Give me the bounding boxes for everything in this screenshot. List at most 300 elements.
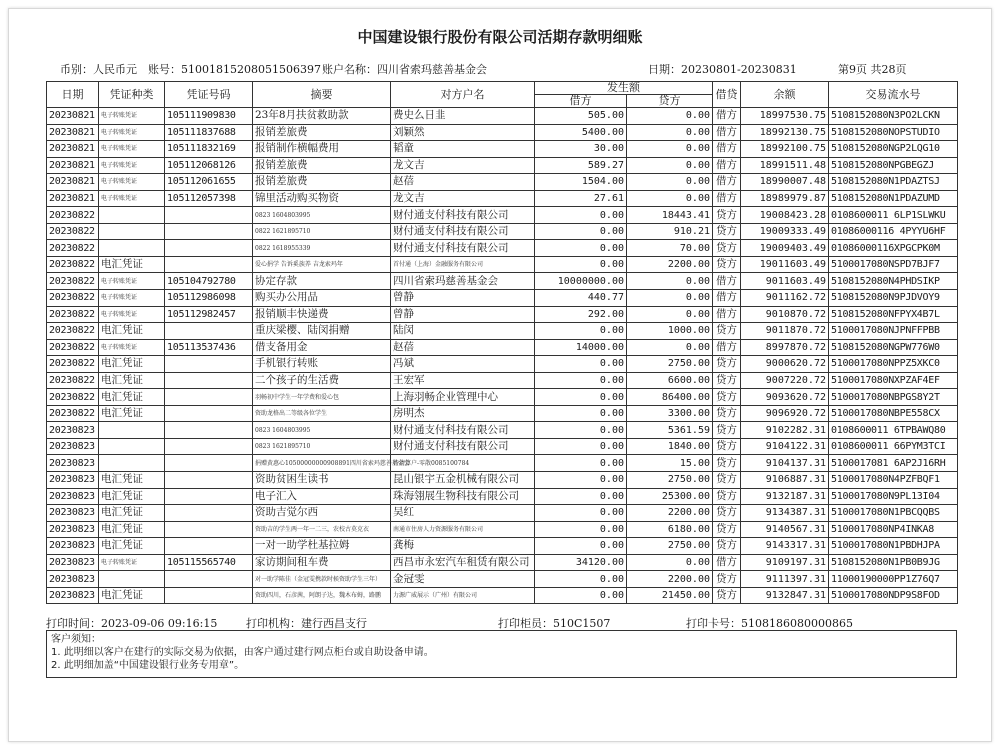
table-row: [47, 124, 958, 141]
cell-dc: 贷方: [713, 372, 741, 389]
cell-balance: 9102282.31: [741, 422, 829, 439]
cell-credit: 0.00: [627, 273, 713, 290]
cell-debit: 0.00: [535, 455, 627, 472]
cell-summary: 报销差旅费: [253, 124, 391, 141]
cell-date: 20230821: [47, 141, 99, 158]
table-row: [47, 306, 958, 323]
cell-credit: 1000.00: [627, 323, 713, 340]
cell-dc: 借方: [713, 124, 741, 141]
cell-debit: 0.00: [535, 372, 627, 389]
cell-voucher-type: [99, 223, 165, 240]
cell-summary: 借支备用金: [253, 339, 391, 356]
ledger-table: [46, 81, 958, 604]
cell-counterparty: 韬童: [391, 141, 535, 158]
cell-date: 20230823: [47, 488, 99, 505]
table-row: [47, 405, 958, 422]
cell-serial: 5100017080NBPGS8Y2T: [829, 389, 958, 406]
cell-date: 20230822: [47, 273, 99, 290]
cell-date: 20230821: [47, 157, 99, 174]
cell-dc: 贷方: [713, 256, 741, 273]
cell-date: 20230822: [47, 356, 99, 373]
cell-date: 20230823: [47, 521, 99, 538]
table-row: [47, 422, 958, 439]
table-row: [47, 372, 958, 389]
table-row: [47, 323, 958, 340]
header-counterparty: 对方户名: [391, 82, 535, 108]
cell-summary: 资助龙格出二等级各位学生: [253, 405, 391, 422]
print-card: 打印卡号：5108186080000865: [686, 617, 853, 630]
cell-summary: 报销制作横幅费用: [253, 141, 391, 158]
cell-credit: 0.00: [627, 190, 713, 207]
cell-counterparty: 南通市住房人力资源服务有限公司: [391, 521, 535, 538]
cell-counterparty: 财付通支付科技有限公司: [391, 207, 535, 224]
cell-serial: 5100017080N9PL13I04: [829, 488, 958, 505]
cell-debit: 0.00: [535, 571, 627, 588]
cell-debit: 0.00: [535, 422, 627, 439]
cell-dc: 贷方: [713, 505, 741, 522]
cell-balance: 19009403.49: [741, 240, 829, 257]
cell-credit: 0.00: [627, 554, 713, 571]
cell-credit: 1840.00: [627, 438, 713, 455]
cell-counterparty: 房明杰: [391, 405, 535, 422]
cell-balance: 9011603.49: [741, 273, 829, 290]
table-row: [47, 290, 958, 307]
cell-counterparty: 财付通支付科技有限公司: [391, 223, 535, 240]
cell-voucher-type: 电子转账凭证: [99, 273, 165, 290]
cell-dc: 借方: [713, 290, 741, 307]
cell-summary: 对一助学陈佳（金冠雯携款时候资助学生三年）: [253, 571, 391, 588]
cell-date: 20230822: [47, 389, 99, 406]
cell-credit: 0.00: [627, 174, 713, 191]
cell-balance: 9132187.31: [741, 488, 829, 505]
cell-credit: 910.21: [627, 223, 713, 240]
cell-balance: 18990007.48: [741, 174, 829, 191]
cell-summary: 一对一助学杜基拉姆: [253, 538, 391, 555]
cell-serial: 5108152080NGP2LQG10: [829, 141, 958, 158]
print-counter: 打印柜员：510C1507: [498, 617, 611, 630]
cell-serial: 0108600011 6LP1SLWKU: [829, 207, 958, 224]
cell-balance: 9104137.31: [741, 455, 829, 472]
cell-voucher-type: 电子转账凭证: [99, 174, 165, 191]
cell-dc: 贷方: [713, 240, 741, 257]
cell-serial: 5100017080NSPD7BJF7: [829, 256, 958, 273]
table-row: [47, 472, 958, 489]
cell-credit: 0.00: [627, 339, 713, 356]
cell-dc: 贷方: [713, 587, 741, 604]
cell-counterparty: 金冠雯: [391, 571, 535, 588]
cell-date: 20230822: [47, 372, 99, 389]
cell-voucher-type: 电汇凭证: [99, 488, 165, 505]
cell-balance: 8997870.72: [741, 339, 829, 356]
cell-summary: 0823 1604803995: [253, 422, 391, 439]
cell-balance: 9132847.31: [741, 587, 829, 604]
cell-serial: 5108152080NFPYX4B7L: [829, 306, 958, 323]
cell-voucher-no: [165, 438, 253, 455]
cell-voucher-type: 电子转账凭证: [99, 124, 165, 141]
cell-balance: 18989979.87: [741, 190, 829, 207]
cell-date: 20230822: [47, 223, 99, 240]
cell-voucher-no: [165, 223, 253, 240]
cell-summary: 手机银行转账: [253, 356, 391, 373]
cell-voucher-type: 电汇凭证: [99, 323, 165, 340]
cell-summary: 家访期间租车费: [253, 554, 391, 571]
table-row: [47, 174, 958, 191]
cell-voucher-type: [99, 438, 165, 455]
cell-credit: 6600.00: [627, 372, 713, 389]
cell-serial: 5100017080NDP9S8FOD: [829, 587, 958, 604]
table-row: [47, 538, 958, 555]
table-row: [47, 273, 958, 290]
cell-voucher-no: [165, 389, 253, 406]
cell-summary: 0823 1621895710: [253, 438, 391, 455]
cell-credit: 6180.00: [627, 521, 713, 538]
cell-summary: 购买办公用品: [253, 290, 391, 307]
table-row: [47, 223, 958, 240]
header-dc: 借贷: [713, 82, 741, 108]
cell-debit: 0.00: [535, 207, 627, 224]
cell-voucher-no: [165, 455, 253, 472]
cell-summary: 协定存款: [253, 273, 391, 290]
cell-summary: 资助吉的学生两一年一二三，农校古莫克衣: [253, 521, 391, 538]
cell-counterparty: 龚梅: [391, 538, 535, 555]
cell-voucher-no: 105111837688: [165, 124, 253, 141]
cell-date: 20230823: [47, 422, 99, 439]
cell-dc: 贷方: [713, 455, 741, 472]
cell-balance: 19009333.49: [741, 223, 829, 240]
cell-dc: 贷方: [713, 356, 741, 373]
cell-counterparty: 赵蓓: [391, 339, 535, 356]
notes-line-2: 2. 此明细加盖“中国建设银行业务专用章”。: [51, 660, 245, 671]
account-name: 账户名称：四川省索玛慈善基金会: [322, 63, 487, 76]
cell-summary: 报销顺丰快递费: [253, 306, 391, 323]
cell-voucher-no: 105113537436: [165, 339, 253, 356]
cell-summary: 爱心捐学 告诉奚族养 吉龙索玛年: [253, 256, 391, 273]
cell-balance: 9109197.31: [741, 554, 829, 571]
cell-counterparty: 王宏军: [391, 372, 535, 389]
cell-serial: 5108152080NPGBEGZJ: [829, 157, 958, 174]
cell-credit: 70.00: [627, 240, 713, 257]
cell-debit: 0.00: [535, 587, 627, 604]
cell-debit: 0.00: [535, 323, 627, 340]
cell-serial: 5108152080N1PDAZTSJ: [829, 174, 958, 191]
cell-voucher-no: [165, 488, 253, 505]
notes-line-1: 1. 此明细以客户在建行的实际交易为依据，由客户通过建行网点柜台或自助设备申请。: [51, 647, 434, 658]
cell-voucher-no: [165, 422, 253, 439]
cell-date: 20230822: [47, 256, 99, 273]
cell-balance: 9111397.31: [741, 571, 829, 588]
cell-serial: 5100017080N1PBDHJPA: [829, 538, 958, 555]
print-org: 打印机构：建行西昌支行: [246, 617, 367, 630]
cell-balance: 9010870.72: [741, 306, 829, 323]
cell-voucher-no: 105112068126: [165, 157, 253, 174]
cell-date: 20230821: [47, 174, 99, 191]
cell-summary: 电子汇入: [253, 488, 391, 505]
table-row: [47, 207, 958, 224]
table-row: [47, 141, 958, 158]
table-row: [47, 108, 958, 125]
cell-serial: 0108600011 6TPBAWQ80: [829, 422, 958, 439]
cell-counterparty: 首付通（上海）金融服务有限公司: [391, 256, 535, 273]
cell-serial: 5100017080NBPE558CX: [829, 405, 958, 422]
cell-debit: 440.77: [535, 290, 627, 307]
cell-balance: 18992130.75: [741, 124, 829, 141]
cell-counterparty: 费史么日韭: [391, 108, 535, 125]
cell-debit: 5400.00: [535, 124, 627, 141]
cell-summary: 捐赠黄惠心10500000000908891四川省索玛慈善基金会: [253, 455, 391, 472]
cell-credit: 2750.00: [627, 472, 713, 489]
cell-balance: 19008423.28: [741, 207, 829, 224]
cell-voucher-type: 电子转账凭证: [99, 190, 165, 207]
cell-credit: 15.00: [627, 455, 713, 472]
cell-summary: 二个孩子的生活费: [253, 372, 391, 389]
cell-balance: 19011603.49: [741, 256, 829, 273]
cell-serial: 5100017080NXPZAF4EF: [829, 372, 958, 389]
cell-dc: 贷方: [713, 223, 741, 240]
cell-balance: 9011870.72: [741, 323, 829, 340]
cell-debit: 0.00: [535, 256, 627, 273]
cell-voucher-type: 电汇凭证: [99, 256, 165, 273]
cell-voucher-no: [165, 538, 253, 555]
table-row: [47, 554, 958, 571]
cell-date: 20230823: [47, 571, 99, 588]
table-row: [47, 190, 958, 207]
cell-counterparty: 龙文吉: [391, 157, 535, 174]
cell-summary: 23年8月扶贫救助款: [253, 108, 391, 125]
cell-serial: 5108152080NOPSTUDIO: [829, 124, 958, 141]
cell-counterparty: 力源广威展示（广州）有限公司: [391, 587, 535, 604]
cell-credit: 2750.00: [627, 356, 713, 373]
cell-voucher-no: [165, 472, 253, 489]
cell-summary: 锦里活动购买物资: [253, 190, 391, 207]
cell-debit: 30.00: [535, 141, 627, 158]
cell-dc: 贷方: [713, 323, 741, 340]
cell-voucher-type: [99, 207, 165, 224]
cell-voucher-type: 电汇凭证: [99, 505, 165, 522]
cell-dc: 借方: [713, 190, 741, 207]
cell-serial: 5100017080N1PBCQQBS: [829, 505, 958, 522]
cell-counterparty: 财付通支付科技有限公司: [391, 438, 535, 455]
cell-voucher-type: 电子转账凭证: [99, 141, 165, 158]
table-row: [47, 587, 958, 604]
cell-counterparty: 龙文吉: [391, 190, 535, 207]
cell-balance: 9143317.31: [741, 538, 829, 555]
table-row: [47, 455, 958, 472]
cell-counterparty: 财付通支付科技有限公司: [391, 422, 535, 439]
cell-credit: 3300.00: [627, 405, 713, 422]
cell-debit: 0.00: [535, 356, 627, 373]
cell-voucher-no: 105112061655: [165, 174, 253, 191]
cell-serial: 11000190000PP1Z76Q7: [829, 571, 958, 588]
cell-summary: 重庆梁樱、陆闵捐赠: [253, 323, 391, 340]
cell-voucher-type: [99, 571, 165, 588]
cell-summary: 资助四川，石彦茜，阿朗子达，魏木布姆，路鹏: [253, 587, 391, 604]
customer-notes: [46, 630, 957, 678]
cell-serial: 5100017080NPPZ5XKC0: [829, 356, 958, 373]
cell-voucher-type: 电子转账凭证: [99, 339, 165, 356]
cell-date: 20230823: [47, 505, 99, 522]
cell-dc: 借方: [713, 273, 741, 290]
cell-date: 20230822: [47, 339, 99, 356]
cell-voucher-type: 电汇凭证: [99, 472, 165, 489]
cell-counterparty: 西昌市永宏汽车租赁有限公司: [391, 554, 535, 571]
cell-credit: 0.00: [627, 290, 713, 307]
cell-serial: 5100017080N4PZFBQF1: [829, 472, 958, 489]
cell-voucher-type: 电子转账凭证: [99, 554, 165, 571]
header-date: 日期: [47, 82, 99, 108]
cell-voucher-type: 电子转账凭证: [99, 108, 165, 125]
cell-balance: 9140567.31: [741, 521, 829, 538]
cell-credit: 0.00: [627, 108, 713, 125]
header-voucher-type: 凭证种类: [99, 82, 165, 108]
cell-dc: 借方: [713, 157, 741, 174]
cell-debit: 0.00: [535, 240, 627, 257]
cell-debit: 292.00: [535, 306, 627, 323]
table-row: [47, 240, 958, 257]
cell-date: 20230822: [47, 240, 99, 257]
cell-credit: 2200.00: [627, 571, 713, 588]
cell-balance: 9096920.72: [741, 405, 829, 422]
cell-summary: 羽畅初中学生一年学费和爱心包: [253, 389, 391, 406]
cell-date: 20230822: [47, 323, 99, 340]
cell-debit: 505.00: [535, 108, 627, 125]
cell-debit: 34120.00: [535, 554, 627, 571]
cell-date: 20230821: [47, 124, 99, 141]
cell-debit: 0.00: [535, 538, 627, 555]
cell-counterparty: 昆山银宇五金机械有限公司: [391, 472, 535, 489]
cell-date: 20230823: [47, 554, 99, 571]
cell-debit: 10000000.00: [535, 273, 627, 290]
cell-date: 20230823: [47, 538, 99, 555]
cell-date: 20230823: [47, 455, 99, 472]
cell-credit: 18443.41: [627, 207, 713, 224]
date-range: 日期：20230801-20230831: [648, 63, 797, 76]
cell-summary: 0822 1621895710: [253, 223, 391, 240]
cell-dc: 贷方: [713, 538, 741, 555]
cell-dc: 借方: [713, 339, 741, 356]
cell-counterparty: 待清算户-零散0085100784: [391, 455, 535, 472]
cell-dc: 借方: [713, 306, 741, 323]
cell-debit: 0.00: [535, 223, 627, 240]
cell-serial: 5108152080N1PDAZUMD: [829, 190, 958, 207]
cell-credit: 0.00: [627, 157, 713, 174]
header-credit: 贷方: [627, 95, 713, 108]
cell-serial: 5108152080N9PJDVOY9: [829, 290, 958, 307]
cell-balance: 9093620.72: [741, 389, 829, 406]
print-time: 打印时间：2023-09-06 09:16:15: [46, 617, 218, 630]
cell-voucher-no: 105112982457: [165, 306, 253, 323]
cell-dc: 贷方: [713, 422, 741, 439]
cell-date: 20230822: [47, 306, 99, 323]
cell-voucher-type: 电子转账凭证: [99, 306, 165, 323]
cell-dc: 贷方: [713, 472, 741, 489]
cell-voucher-no: [165, 256, 253, 273]
cell-voucher-type: 电汇凭证: [99, 521, 165, 538]
header-amount: 发生额: [535, 82, 713, 95]
cell-date: 20230822: [47, 207, 99, 224]
cell-voucher-no: [165, 356, 253, 373]
cell-credit: 5361.59: [627, 422, 713, 439]
table-row: [47, 157, 958, 174]
ledger-body: [47, 108, 958, 604]
cell-debit: 589.27: [535, 157, 627, 174]
cell-summary: 资助贫困生读书: [253, 472, 391, 489]
header-serial: 交易流水号: [829, 82, 958, 108]
cell-debit: 0.00: [535, 521, 627, 538]
table-row: [47, 488, 958, 505]
cell-serial: 01086000116XPGCPK0M: [829, 240, 958, 257]
cell-date: 20230823: [47, 587, 99, 604]
cell-credit: 2750.00: [627, 538, 713, 555]
cell-voucher-no: 105112986098: [165, 290, 253, 307]
cell-voucher-no: [165, 372, 253, 389]
notes-heading: 客户须知：: [51, 634, 101, 645]
cell-summary: 报销差旅费: [253, 157, 391, 174]
cell-voucher-type: [99, 422, 165, 439]
table-row: [47, 339, 958, 356]
cell-dc: 借方: [713, 554, 741, 571]
cell-voucher-type: 电汇凭证: [99, 405, 165, 422]
cell-counterparty: 陆闵: [391, 323, 535, 340]
cell-credit: 21450.00: [627, 587, 713, 604]
table-row: [47, 356, 958, 373]
page-title: 中国建设银行股份有限公司活期存款明细账: [357, 28, 643, 46]
cell-counterparty: 珠海翎展生物科技有限公司: [391, 488, 535, 505]
cell-dc: 借方: [713, 174, 741, 191]
cell-date: 20230821: [47, 108, 99, 125]
cell-voucher-type: 电子转账凭证: [99, 290, 165, 307]
cell-voucher-type: 电汇凭证: [99, 538, 165, 555]
cell-date: 20230823: [47, 472, 99, 489]
cell-voucher-no: [165, 240, 253, 257]
cell-serial: 01086000116 4PYYU6HF: [829, 223, 958, 240]
cell-voucher-no: 105104792780: [165, 273, 253, 290]
cell-credit: 2200.00: [627, 505, 713, 522]
table-row: [47, 571, 958, 588]
cell-date: 20230822: [47, 290, 99, 307]
table-row: [47, 389, 958, 406]
cell-serial: 0108600011 66PYM3TCI: [829, 438, 958, 455]
cell-dc: 贷方: [713, 207, 741, 224]
cell-counterparty: 四川省索玛慈善基金会: [391, 273, 535, 290]
cell-balance: 18992100.75: [741, 141, 829, 158]
cell-dc: 贷方: [713, 521, 741, 538]
cell-serial: 5100017080NJPNFFPBB: [829, 323, 958, 340]
cell-serial: 5108152080N1PB0B9JG: [829, 554, 958, 571]
cell-voucher-type: 电汇凭证: [99, 356, 165, 373]
page-number: 第9页 共28页: [838, 63, 907, 76]
table-row: [47, 438, 958, 455]
cell-debit: 0.00: [535, 438, 627, 455]
cell-voucher-no: [165, 323, 253, 340]
cell-voucher-type: [99, 240, 165, 257]
cell-credit: 25300.00: [627, 488, 713, 505]
cell-voucher-no: [165, 521, 253, 538]
cell-date: 20230823: [47, 438, 99, 455]
cell-date: 20230821: [47, 190, 99, 207]
cell-dc: 贷方: [713, 389, 741, 406]
cell-balance: 9000620.72: [741, 356, 829, 373]
cell-dc: 贷方: [713, 438, 741, 455]
cell-voucher-no: [165, 405, 253, 422]
header-summary: 摘要: [253, 82, 391, 108]
cell-voucher-type: 电汇凭证: [99, 587, 165, 604]
cell-credit: 0.00: [627, 124, 713, 141]
cell-summary: 0823 1604803995: [253, 207, 391, 224]
cell-dc: 贷方: [713, 405, 741, 422]
cell-balance: 9007220.72: [741, 372, 829, 389]
cell-balance: 9011162.72: [741, 290, 829, 307]
cell-date: 20230822: [47, 405, 99, 422]
